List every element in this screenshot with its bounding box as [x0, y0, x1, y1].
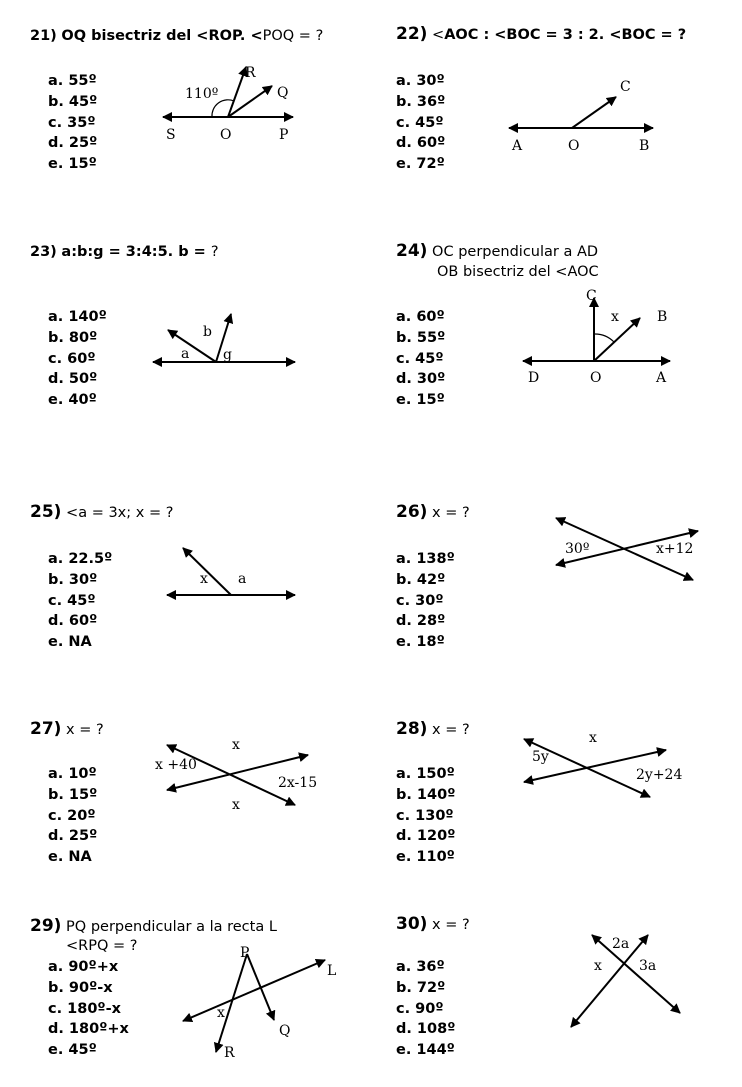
- label-25-a: a: [238, 571, 247, 587]
- option-b: b. 90º-x: [48, 979, 113, 996]
- diagram-29: [183, 954, 325, 1052]
- label-22-C: C: [620, 79, 631, 95]
- problem-29-title: 29) PQ perpendicular a la recta L: [30, 916, 277, 936]
- option-a: a. 10º: [48, 766, 97, 782]
- diagram-labels: [155, 65, 693, 1061]
- option-a: a. 140º: [48, 309, 107, 325]
- option-d: d. 50º: [48, 371, 98, 388]
- option-e: e. 15º: [396, 392, 445, 409]
- label-27-top: x: [232, 737, 240, 753]
- label-25-x: x: [200, 571, 208, 587]
- label-29-x: x: [217, 1005, 225, 1021]
- label-24-x: x: [611, 309, 619, 325]
- label-27-left: x +40: [155, 757, 197, 773]
- option-a: a. 36º: [396, 959, 445, 975]
- label-26-expr: x+12: [656, 541, 694, 557]
- problem-30-title: 30) x = ?: [396, 914, 470, 934]
- option-d: d. 120º: [396, 828, 456, 845]
- label-30-left: x: [594, 958, 602, 974]
- option-c: c. 130º: [396, 807, 454, 824]
- option-a: a. 150º: [396, 766, 455, 782]
- problem-27-title: 27) x = ?: [30, 719, 104, 739]
- option-c: c. 30º: [396, 592, 444, 609]
- option-e: e. 144º: [396, 1042, 455, 1059]
- label-26-angle: 30º: [565, 541, 590, 557]
- problem-21-title: 21) OQ bisectriz del <ROP. <POQ = ?: [30, 28, 324, 44]
- option-c: c. 45º: [48, 592, 96, 609]
- option-b: b. 36º: [396, 93, 446, 110]
- option-a: a. 22.5º: [48, 551, 113, 567]
- label-24-D: D: [528, 370, 540, 386]
- label-27-bottom: x: [232, 797, 240, 813]
- option-a: a. 90º+x: [48, 959, 119, 975]
- option-b: b. 55º: [396, 329, 446, 346]
- option-e: e. 45º: [48, 1042, 97, 1059]
- option-d: d. 60º: [48, 613, 98, 630]
- option-c: c. 45º: [396, 350, 444, 367]
- option-c: c. 180º-x: [48, 1000, 121, 1017]
- option-c: c. 35º: [48, 114, 96, 131]
- option-e: e. NA: [48, 634, 92, 651]
- label-22-B: B: [639, 138, 650, 154]
- label-29-Q: Q: [279, 1023, 291, 1039]
- option-b: b. 15º: [48, 786, 98, 803]
- label-28-left: 5y: [532, 749, 549, 765]
- label-21-angle: 110º: [185, 86, 219, 102]
- label-23-a: a: [181, 346, 190, 362]
- label-24-C: C: [586, 288, 597, 304]
- problem-25-title: 25) <a = 3x; x = ?: [30, 502, 174, 522]
- option-e: e. 72º: [396, 156, 445, 173]
- option-c: c. 60º: [48, 350, 96, 367]
- diagram-25: [167, 548, 295, 595]
- problem-26-title: 26) x = ?: [396, 502, 470, 522]
- label-29-L: L: [327, 963, 337, 979]
- problem-29-title-line2: <RPQ = ?: [66, 938, 138, 954]
- label-27-right: 2x-15: [278, 775, 318, 791]
- option-e: e. 110º: [396, 849, 455, 866]
- problem-28-title: 28) x = ?: [396, 719, 470, 739]
- option-b: b. 80º: [48, 329, 98, 346]
- option-d: d. 25º: [48, 135, 98, 152]
- problem-23-title: 23) a:b:g = 3:4:5. b = ?: [30, 244, 219, 260]
- option-b: b. 140º: [396, 786, 456, 803]
- option-d: d. 108º: [396, 1021, 456, 1038]
- label-21-P: P: [279, 127, 289, 143]
- label-21-S: S: [166, 127, 176, 143]
- option-b: b. 42º: [396, 571, 446, 588]
- option-c: c. 45º: [396, 114, 444, 131]
- option-a: a. 30º: [396, 73, 445, 89]
- diagram-22: [509, 97, 653, 128]
- diagram-21: [163, 67, 293, 117]
- option-a: a. 60º: [396, 309, 445, 325]
- label-30-top: 2a: [612, 936, 630, 952]
- label-24-A: A: [656, 370, 667, 386]
- option-d: d. 30º: [396, 371, 446, 388]
- label-29-P: P: [240, 945, 250, 961]
- option-a: a. 138º: [396, 551, 455, 567]
- label-24-O: O: [590, 370, 602, 386]
- label-29-R: R: [224, 1045, 235, 1061]
- option-e: e. 18º: [396, 634, 445, 651]
- option-e: e. NA: [48, 849, 92, 866]
- label-22-O: O: [568, 138, 580, 154]
- label-28-top: x: [589, 730, 597, 746]
- label-21-R: R: [245, 65, 256, 81]
- option-c: c. 20º: [48, 807, 96, 824]
- option-e: e. 15º: [48, 156, 97, 173]
- label-22-A: A: [512, 138, 523, 154]
- option-e: e. 40º: [48, 392, 97, 409]
- diagram-24: [523, 298, 670, 361]
- problem-24-title: 24) OC perpendicular a AD: [396, 241, 599, 261]
- option-b: b. 45º: [48, 93, 98, 110]
- option-d: d. 180º+x: [48, 1021, 129, 1038]
- option-a: a. 55º: [48, 73, 97, 89]
- label-30-right: 3a: [639, 958, 657, 974]
- label-21-Q: Q: [277, 85, 289, 101]
- label-21-O: O: [220, 127, 232, 143]
- label-23-g: g: [223, 347, 232, 363]
- label-23-b: b: [203, 324, 212, 340]
- problem-24-title-line2: OB bisectriz del <AOC: [437, 264, 599, 280]
- option-d: d. 28º: [396, 613, 446, 630]
- option-d: d. 25º: [48, 828, 98, 845]
- label-28-right: 2y+24: [636, 767, 683, 783]
- label-24-B: B: [657, 309, 668, 325]
- problem-22-title: 22) <AOC : <BOC = 3 : 2. <BOC = ?: [396, 24, 687, 44]
- option-b: b. 30º: [48, 571, 98, 588]
- option-d: d. 60º: [396, 135, 446, 152]
- option-b: b. 72º: [396, 979, 446, 996]
- option-c: c. 90º: [396, 1000, 444, 1017]
